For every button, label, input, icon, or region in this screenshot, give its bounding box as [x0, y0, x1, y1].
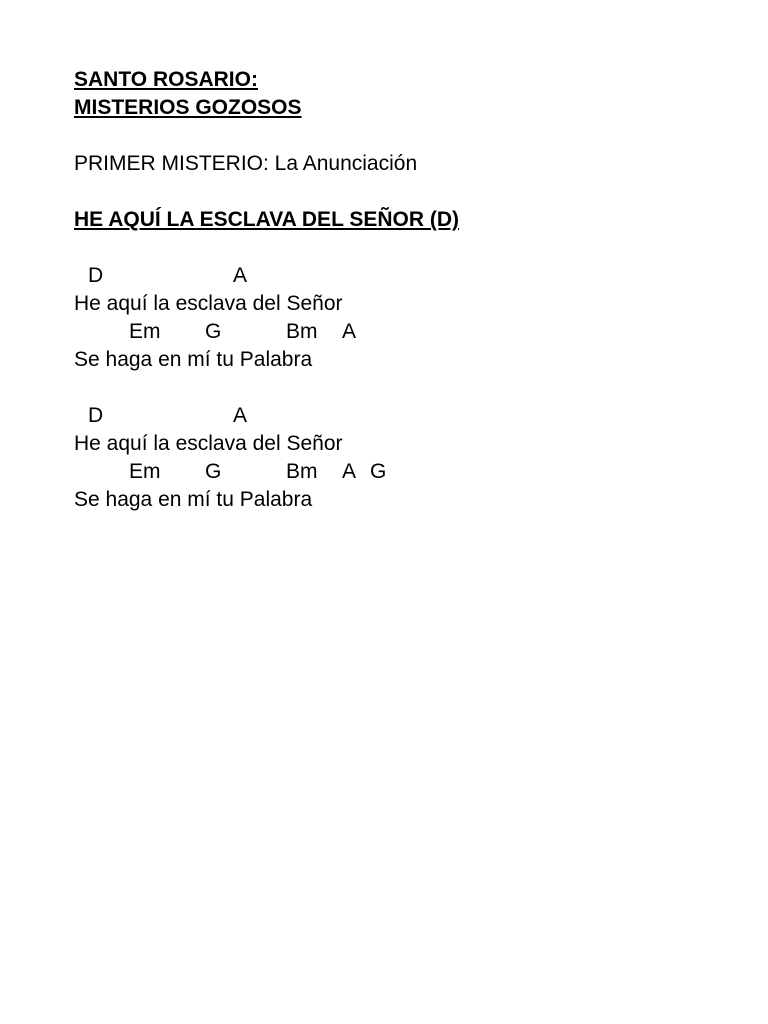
chord: G — [205, 460, 222, 483]
spacer — [74, 374, 694, 402]
chord: A — [342, 460, 357, 483]
chord: D — [88, 264, 104, 287]
title-line-2: MISTERIOS GOZOSOS — [74, 96, 302, 119]
chord-line — [74, 458, 694, 486]
chord-line — [74, 402, 694, 430]
sheet-content — [74, 66, 694, 514]
lyric-line: Se haga en mí tu Palabra — [74, 488, 313, 511]
chord: D — [88, 404, 104, 427]
chord: A — [233, 264, 248, 287]
chord: G — [370, 460, 387, 483]
chord: Bm — [286, 320, 318, 343]
mystery-heading: PRIMER MISTERIO: La Anunciación — [74, 152, 418, 175]
lyric-line: Se haga en mí tu Palabra — [74, 348, 313, 371]
chord: G — [205, 320, 222, 343]
lyric-line: He aquí la esclava del Señor — [74, 432, 343, 455]
chord: Em — [129, 460, 161, 483]
chord-line — [74, 318, 694, 346]
chord: A — [342, 320, 357, 343]
song-title: HE AQUÍ LA ESCLAVA DEL SEÑOR (D) — [74, 208, 460, 231]
chord: A — [233, 404, 248, 427]
title-line-1: SANTO ROSARIO: — [74, 68, 258, 91]
chord: Em — [129, 320, 161, 343]
spacer — [74, 178, 694, 206]
spacer — [74, 234, 694, 262]
spacer — [74, 122, 694, 150]
chord-line — [74, 262, 694, 290]
chord: Bm — [286, 460, 318, 483]
lyric-line: He aquí la esclava del Señor — [74, 292, 343, 315]
